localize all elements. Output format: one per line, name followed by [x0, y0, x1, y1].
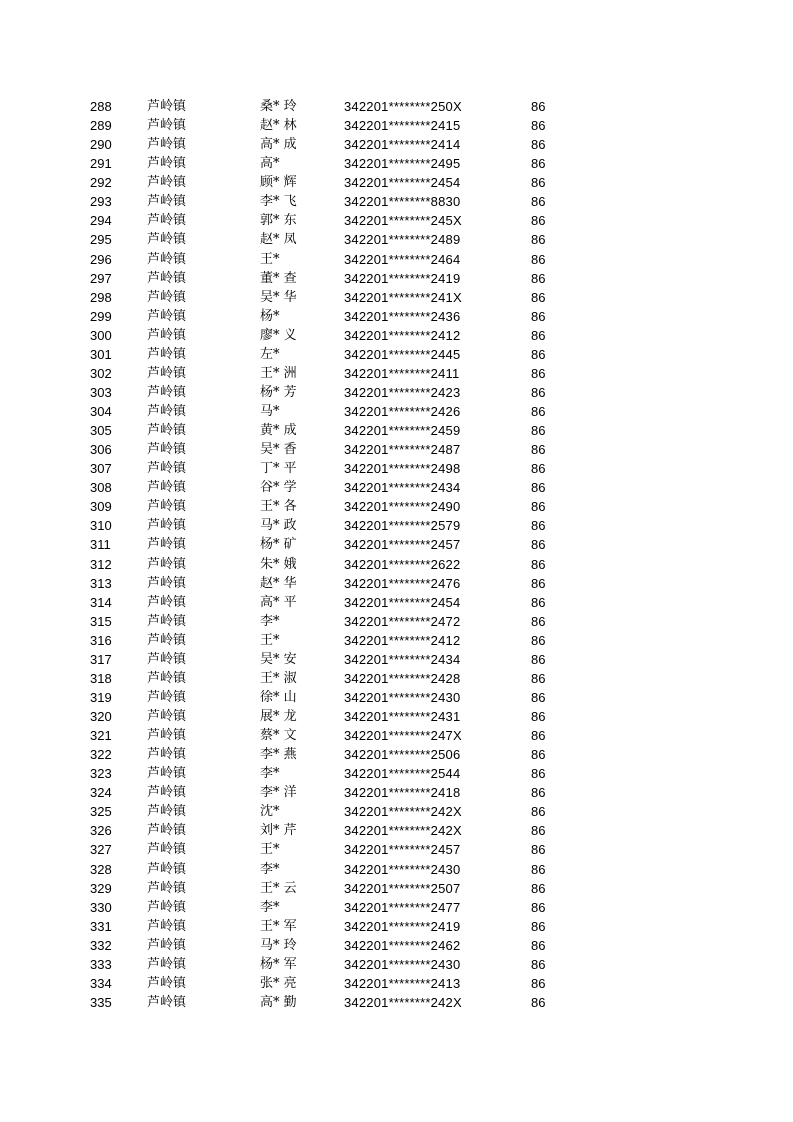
row-number: 309 — [90, 499, 112, 515]
person-name: 刘* 芹 — [260, 823, 297, 839]
table-row — [0, 535, 793, 554]
row-number: 329 — [90, 880, 112, 896]
score-value: 86 — [531, 651, 546, 667]
town-name: 芦岭镇 — [147, 804, 187, 820]
row-number: 299 — [90, 308, 112, 324]
score-value: 86 — [531, 632, 546, 648]
table-row — [0, 364, 793, 383]
person-name: 高* 勤 — [260, 994, 297, 1010]
table-row — [0, 478, 793, 497]
town-name: 芦岭镇 — [147, 537, 187, 553]
town-name: 芦岭镇 — [147, 785, 187, 801]
person-name: 李* 洋 — [260, 785, 297, 801]
row-number: 313 — [90, 575, 112, 591]
score-value: 86 — [531, 537, 546, 553]
town-name: 芦岭镇 — [147, 918, 187, 934]
table-row — [0, 326, 793, 345]
town-name: 芦岭镇 — [147, 365, 187, 381]
row-number: 320 — [90, 709, 112, 724]
id-number: 342201********2415 — [344, 118, 461, 134]
id-number: 342201********2507 — [344, 880, 461, 896]
person-name: 左* — [260, 346, 280, 362]
id-number: 342201********247X — [344, 728, 462, 744]
id-number: 342201********2459 — [344, 423, 461, 439]
row-number: 327 — [90, 842, 112, 858]
row-number: 333 — [90, 956, 112, 972]
score-value: 86 — [531, 747, 546, 763]
score-value: 86 — [531, 709, 546, 724]
table-row — [0, 917, 793, 936]
table-row — [0, 116, 793, 135]
table-row — [0, 269, 793, 288]
score-value: 86 — [531, 499, 546, 515]
id-number: 342201********2489 — [344, 232, 461, 248]
town-name: 芦岭镇 — [147, 594, 187, 610]
town-name: 芦岭镇 — [147, 556, 187, 572]
row-number: 324 — [90, 785, 112, 801]
row-number: 297 — [90, 270, 112, 286]
score-value: 86 — [531, 899, 546, 915]
score-value: 86 — [531, 918, 546, 934]
town-name: 芦岭镇 — [147, 404, 187, 419]
score-value: 86 — [531, 480, 546, 496]
score-value: 86 — [531, 232, 546, 248]
person-name: 马* — [260, 404, 280, 419]
town-name: 芦岭镇 — [147, 575, 187, 591]
person-name: 沈* — [260, 804, 280, 820]
person-name: 谷* 学 — [260, 480, 297, 496]
table-row — [0, 459, 793, 478]
id-number: 342201********245X — [344, 213, 462, 229]
score-value: 86 — [531, 594, 546, 610]
id-number: 342201********2418 — [344, 785, 461, 801]
table-row — [0, 936, 793, 955]
person-name: 董* 查 — [260, 270, 297, 286]
table-row — [0, 669, 793, 688]
score-value: 86 — [531, 689, 546, 705]
row-number: 321 — [90, 728, 112, 744]
person-name: 高* 平 — [260, 594, 297, 610]
row-number: 323 — [90, 766, 112, 782]
row-number: 322 — [90, 747, 112, 763]
town-name: 芦岭镇 — [147, 651, 187, 667]
town-name: 芦岭镇 — [147, 747, 187, 763]
row-number: 318 — [90, 670, 112, 686]
person-name: 王* 各 — [260, 499, 297, 515]
town-name: 芦岭镇 — [147, 251, 187, 267]
table-row — [0, 288, 793, 307]
table-row — [0, 516, 793, 535]
town-name: 芦岭镇 — [147, 632, 187, 648]
town-name: 芦岭镇 — [147, 194, 187, 210]
id-number: 342201********2430 — [344, 956, 461, 972]
document-table — [0, 97, 793, 1012]
town-name: 芦岭镇 — [147, 270, 187, 286]
row-number: 326 — [90, 823, 112, 839]
person-name: 杨* 芳 — [260, 384, 297, 400]
row-number: 298 — [90, 289, 112, 305]
score-value: 86 — [531, 956, 546, 972]
id-number: 342201********2490 — [344, 499, 461, 515]
score-value: 86 — [531, 994, 546, 1010]
town-name: 芦岭镇 — [147, 709, 187, 724]
id-number: 342201********2462 — [344, 937, 461, 953]
town-name: 芦岭镇 — [147, 480, 187, 496]
table-row — [0, 726, 793, 745]
row-number: 288 — [90, 99, 112, 114]
person-name: 丁* 平 — [260, 461, 297, 477]
id-number: 342201********2487 — [344, 442, 461, 458]
score-value: 86 — [531, 384, 546, 400]
town-name: 芦岭镇 — [147, 823, 187, 839]
row-number: 303 — [90, 384, 112, 400]
table-row — [0, 860, 793, 879]
score-value: 86 — [531, 975, 546, 991]
town-name: 芦岭镇 — [147, 461, 187, 477]
town-name: 芦岭镇 — [147, 994, 187, 1010]
row-number: 316 — [90, 632, 112, 648]
person-name: 马* 玲 — [260, 937, 297, 953]
id-number: 342201********2412 — [344, 327, 461, 343]
person-name: 吴* 香 — [260, 442, 297, 458]
score-value: 86 — [531, 99, 546, 114]
score-value: 86 — [531, 365, 546, 381]
id-number: 342201********2477 — [344, 899, 461, 915]
score-value: 86 — [531, 880, 546, 896]
score-value: 86 — [531, 423, 546, 439]
table-row — [0, 421, 793, 440]
score-value: 86 — [531, 270, 546, 286]
person-name: 赵* 林 — [260, 118, 297, 134]
table-row — [0, 745, 793, 764]
table-row — [0, 707, 793, 726]
score-value: 86 — [531, 308, 546, 324]
row-number: 301 — [90, 346, 112, 362]
table-row — [0, 764, 793, 783]
town-name: 芦岭镇 — [147, 956, 187, 972]
row-number: 311 — [90, 537, 111, 553]
row-number: 300 — [90, 327, 112, 343]
id-number: 342201********2428 — [344, 670, 461, 686]
score-value: 86 — [531, 213, 546, 229]
score-value: 86 — [531, 194, 546, 210]
score-value: 86 — [531, 251, 546, 267]
score-value: 86 — [531, 937, 546, 953]
id-number: 342201********2411 — [344, 365, 460, 381]
row-number: 312 — [90, 556, 112, 572]
person-name: 吴* 华 — [260, 289, 297, 305]
row-number: 328 — [90, 861, 112, 877]
person-name: 桑* 玲 — [260, 99, 297, 114]
person-name: 郭* 东 — [260, 213, 297, 229]
row-number: 331 — [90, 918, 112, 934]
id-number: 342201********2472 — [344, 613, 461, 629]
person-name: 王* 军 — [260, 918, 297, 934]
table-row — [0, 840, 793, 859]
town-name: 芦岭镇 — [147, 423, 187, 439]
id-number: 342201********2506 — [344, 747, 461, 763]
table-row — [0, 802, 793, 821]
person-name: 王* — [260, 632, 280, 648]
table-row — [0, 192, 793, 211]
score-value: 86 — [531, 556, 546, 572]
person-name: 高* — [260, 156, 280, 172]
table-row — [0, 974, 793, 993]
row-number: 306 — [90, 442, 112, 458]
row-number: 330 — [90, 899, 112, 915]
person-name: 顾* 辉 — [260, 175, 297, 191]
id-number: 342201********2579 — [344, 518, 461, 534]
id-number: 342201********2436 — [344, 308, 461, 324]
table-row — [0, 574, 793, 593]
person-name: 李* 燕 — [260, 747, 297, 763]
id-number: 342201********8830 — [344, 194, 461, 210]
person-name: 蔡* 文 — [260, 728, 297, 744]
town-name: 芦岭镇 — [147, 728, 187, 744]
score-value: 86 — [531, 842, 546, 858]
id-number: 342201********2423 — [344, 384, 461, 400]
table-row — [0, 783, 793, 802]
table-row — [0, 993, 793, 1012]
score-value: 86 — [531, 823, 546, 839]
score-value: 86 — [531, 289, 546, 305]
town-name: 芦岭镇 — [147, 518, 187, 534]
score-value: 86 — [531, 518, 546, 534]
town-name: 芦岭镇 — [147, 499, 187, 515]
score-value: 86 — [531, 461, 546, 477]
person-name: 王* 洲 — [260, 365, 297, 381]
table-row — [0, 497, 793, 516]
town-name: 芦岭镇 — [147, 766, 187, 782]
row-number: 307 — [90, 461, 112, 477]
id-number: 342201********2430 — [344, 689, 461, 705]
row-number: 335 — [90, 994, 112, 1010]
id-number: 342201********2434 — [344, 480, 461, 496]
table-row — [0, 230, 793, 249]
table-row — [0, 211, 793, 230]
id-number: 342201********2457 — [344, 842, 461, 858]
id-number: 342201********2414 — [344, 137, 461, 153]
id-number: 342201********250X — [344, 99, 462, 114]
person-name: 杨* 矿 — [260, 537, 297, 553]
id-number: 342201********2434 — [344, 651, 461, 667]
town-name: 芦岭镇 — [147, 232, 187, 248]
score-value: 86 — [531, 670, 546, 686]
id-number: 342201********242X — [344, 994, 462, 1010]
row-number: 325 — [90, 804, 112, 820]
table-row — [0, 821, 793, 840]
town-name: 芦岭镇 — [147, 213, 187, 229]
town-name: 芦岭镇 — [147, 442, 187, 458]
person-name: 展* 龙 — [260, 709, 297, 724]
id-number: 342201********2419 — [344, 918, 461, 934]
town-name: 芦岭镇 — [147, 327, 187, 343]
person-name: 张* 亮 — [260, 975, 297, 991]
table-row — [0, 879, 793, 898]
town-name: 芦岭镇 — [147, 346, 187, 362]
score-value: 86 — [531, 804, 546, 820]
person-name: 吴* 安 — [260, 651, 297, 667]
id-number: 342201********2495 — [344, 156, 461, 172]
row-number: 290 — [90, 137, 112, 153]
row-number: 332 — [90, 937, 112, 953]
row-number: 314 — [90, 594, 112, 610]
row-number: 315 — [90, 613, 112, 629]
row-number: 294 — [90, 213, 112, 229]
person-name: 李* — [260, 766, 280, 782]
row-number: 292 — [90, 175, 112, 191]
score-value: 86 — [531, 175, 546, 191]
town-name: 芦岭镇 — [147, 156, 187, 172]
person-name: 王* 云 — [260, 880, 297, 896]
id-number: 342201********2431 — [344, 709, 461, 724]
id-number: 342201********2445 — [344, 346, 461, 362]
row-number: 308 — [90, 480, 112, 496]
score-value: 86 — [531, 766, 546, 782]
town-name: 芦岭镇 — [147, 175, 187, 191]
score-value: 86 — [531, 613, 546, 629]
score-value: 86 — [531, 728, 546, 744]
person-name: 王* — [260, 251, 280, 267]
row-number: 305 — [90, 423, 112, 439]
id-number: 342201********2498 — [344, 461, 461, 477]
id-number: 342201********2457 — [344, 537, 461, 553]
id-number: 342201********2454 — [344, 594, 461, 610]
table-row — [0, 307, 793, 326]
town-name: 芦岭镇 — [147, 842, 187, 858]
town-name: 芦岭镇 — [147, 899, 187, 915]
town-name: 芦岭镇 — [147, 118, 187, 134]
score-value: 86 — [531, 327, 546, 343]
town-name: 芦岭镇 — [147, 689, 187, 705]
person-name: 赵* 凤 — [260, 232, 297, 248]
id-number: 342201********2622 — [344, 556, 461, 572]
table-row — [0, 650, 793, 669]
id-number: 342201********2430 — [344, 861, 461, 877]
table-row — [0, 440, 793, 459]
row-number: 304 — [90, 404, 112, 419]
table-row — [0, 555, 793, 574]
table-row — [0, 402, 793, 421]
town-name: 芦岭镇 — [147, 99, 187, 114]
table-row — [0, 250, 793, 269]
table-row — [0, 345, 793, 364]
id-number: 342201********2419 — [344, 270, 461, 286]
id-number: 342201********242X — [344, 823, 462, 839]
row-number: 310 — [90, 518, 112, 534]
row-number: 334 — [90, 975, 112, 991]
town-name: 芦岭镇 — [147, 937, 187, 953]
row-number: 296 — [90, 251, 112, 267]
table-row — [0, 631, 793, 650]
table-row — [0, 612, 793, 631]
score-value: 86 — [531, 346, 546, 362]
score-value: 86 — [531, 137, 546, 153]
person-name: 李* — [260, 613, 280, 629]
id-number: 342201********242X — [344, 804, 462, 820]
table-row — [0, 97, 793, 116]
id-number: 342201********2544 — [344, 766, 461, 782]
id-number: 342201********2413 — [344, 975, 461, 991]
table-row — [0, 383, 793, 402]
table-row — [0, 154, 793, 173]
id-number: 342201********241X — [344, 289, 462, 305]
person-name: 黄* 成 — [260, 423, 297, 439]
town-name: 芦岭镇 — [147, 384, 187, 400]
table-row — [0, 173, 793, 192]
row-number: 317 — [90, 651, 112, 667]
id-number: 342201********2426 — [344, 404, 461, 419]
table-row — [0, 688, 793, 707]
row-number: 302 — [90, 365, 112, 381]
town-name: 芦岭镇 — [147, 308, 187, 324]
id-number: 342201********2454 — [344, 175, 461, 191]
id-number: 342201********2412 — [344, 632, 461, 648]
person-name: 李* — [260, 861, 280, 877]
person-name: 杨* — [260, 308, 280, 324]
row-number: 293 — [90, 194, 112, 210]
person-name: 王* — [260, 842, 280, 858]
person-name: 马* 政 — [260, 518, 297, 534]
row-number: 289 — [90, 118, 112, 134]
town-name: 芦岭镇 — [147, 975, 187, 991]
table-row — [0, 593, 793, 612]
person-name: 李* — [260, 899, 280, 915]
town-name: 芦岭镇 — [147, 289, 187, 305]
person-name: 朱* 娥 — [260, 556, 297, 572]
town-name: 芦岭镇 — [147, 880, 187, 896]
row-number: 291 — [90, 156, 112, 172]
score-value: 86 — [531, 442, 546, 458]
person-name: 赵* 华 — [260, 575, 297, 591]
table-row — [0, 898, 793, 917]
id-number: 342201********2476 — [344, 575, 461, 591]
town-name: 芦岭镇 — [147, 861, 187, 877]
person-name: 高* 成 — [260, 137, 297, 153]
score-value: 86 — [531, 156, 546, 172]
town-name: 芦岭镇 — [147, 670, 187, 686]
score-value: 86 — [531, 118, 546, 134]
table-row — [0, 955, 793, 974]
person-name: 廖* 义 — [260, 327, 297, 343]
person-name: 徐* 山 — [260, 689, 297, 705]
town-name: 芦岭镇 — [147, 137, 187, 153]
id-number: 342201********2464 — [344, 251, 461, 267]
row-number: 295 — [90, 232, 112, 248]
table-row — [0, 135, 793, 154]
person-name: 李* 飞 — [260, 194, 297, 210]
town-name: 芦岭镇 — [147, 613, 187, 629]
person-name: 王* 淑 — [260, 670, 297, 686]
score-value: 86 — [531, 785, 546, 801]
row-number: 319 — [90, 689, 112, 705]
score-value: 86 — [531, 861, 546, 877]
score-value: 86 — [531, 575, 546, 591]
person-name: 杨* 军 — [260, 956, 297, 972]
score-value: 86 — [531, 404, 546, 419]
